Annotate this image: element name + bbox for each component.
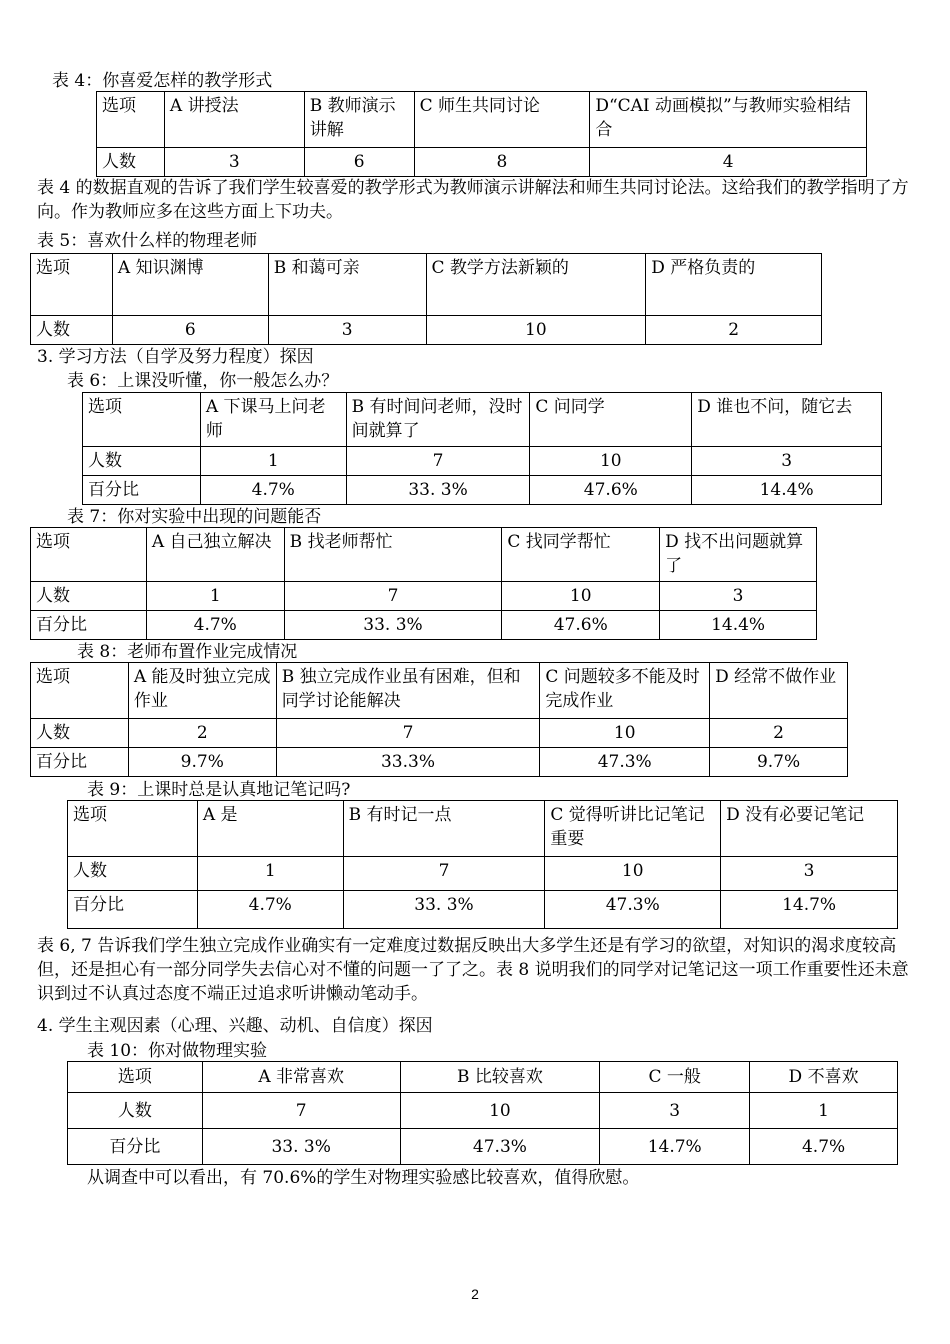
table4-count-cell: 4 (590, 148, 867, 177)
table9-row-label: 百分比 (68, 891, 198, 929)
table6-header-cell: A 下课马上问老师 (200, 393, 346, 447)
table10-count-cell: 1 (750, 1093, 898, 1129)
table9-header-cell: A 是 (197, 801, 343, 857)
table5-header-cell: A 知识渊博 (112, 254, 268, 316)
table8-count-cell: 2 (128, 719, 276, 748)
table4-header-cell: C 师生共同讨论 (414, 92, 590, 148)
table9-percent-cell: 33. 3% (343, 891, 545, 929)
table8-percent-cell: 9.7% (128, 748, 276, 777)
table8-header-cell: 选项 (31, 663, 129, 719)
table10-caption: 表 10：你对做物理实验 (87, 1041, 268, 1061)
table9 (67, 800, 898, 929)
table9-row-label: 人数 (68, 857, 198, 891)
table7-count-cell: 10 (502, 582, 660, 611)
paragraph-table10-summary: 从调查中可以看出，有 70.6%的学生对物理实验感比较喜欢，值得欣慰。 (87, 1168, 640, 1188)
table10-percent-cell: 4.7% (750, 1129, 898, 1165)
table6-count-cell: 7 (346, 447, 530, 476)
table9-count-cell: 7 (343, 857, 545, 891)
table10-row-label: 人数 (68, 1093, 203, 1129)
table7-percent-cell: 33. 3% (284, 611, 502, 640)
table10-row-label: 百分比 (68, 1129, 203, 1165)
table10-header-cell: D 不喜欢 (750, 1062, 898, 1093)
table7-count-cell: 1 (146, 582, 284, 611)
table7-caption: 表 7：你对实验中出现的问题能否 (67, 507, 322, 527)
table5-header-cell: 选项 (31, 254, 113, 316)
table7-percent-cell: 14.4% (660, 611, 817, 640)
table4-header-cell: A 讲授法 (164, 92, 304, 148)
table6-header-cell: 选项 (83, 393, 201, 447)
table8-count-cell: 10 (540, 719, 710, 748)
table7-header-cell: 选项 (31, 528, 147, 582)
table5 (30, 253, 822, 345)
table7-percent-cell: 4.7% (146, 611, 284, 640)
table6-header-cell: B 有时间问老师，没时间就算了 (346, 393, 530, 447)
table7-percent-cell: 47.6% (502, 611, 660, 640)
table9-header-cell: B 有时记一点 (343, 801, 545, 857)
table9-count-cell: 3 (721, 857, 898, 891)
table6-percent-cell: 4.7% (200, 476, 346, 505)
table5-count-cell: 6 (112, 316, 268, 345)
table8-header-cell: C 问题较多不能及时完成作业 (540, 663, 710, 719)
table6-row-label: 百分比 (83, 476, 201, 505)
table10-header-cell: C 一般 (600, 1062, 750, 1093)
table6-row-label: 人数 (83, 447, 201, 476)
table8-header-cell: B 独立完成作业虽有困难，但和同学讨论能解决 (276, 663, 540, 719)
table7-row-label: 百分比 (31, 611, 147, 640)
table5-count-cell: 3 (268, 316, 426, 345)
table4-header-cell: D“CAI 动画模拟”与教师实验相结合 (590, 92, 867, 148)
table9-percent-cell: 14.7% (721, 891, 898, 929)
table6-count-cell: 1 (200, 447, 346, 476)
table9-caption: 表 9：上课时总是认真地记笔记吗? (87, 780, 351, 800)
table7-row-label: 人数 (31, 582, 147, 611)
table6 (82, 392, 882, 505)
table7-header-cell: D 找不出问题就算了 (660, 528, 817, 582)
table5-row-label: 人数 (31, 316, 113, 345)
table8-count-cell: 2 (710, 719, 848, 748)
section-3-heading: 3. 学习方法（自学及努力程度）探因 (37, 347, 314, 367)
table10-header-cell: A 非常喜欢 (202, 1062, 400, 1093)
table9-header-cell: 选项 (68, 801, 198, 857)
table8-percent-cell: 47.3% (540, 748, 710, 777)
table4-header-cell: 选项 (97, 92, 165, 148)
table4-row-label: 人数 (97, 148, 165, 177)
table8-percent-cell: 9.7% (710, 748, 848, 777)
table4-header-cell: B 教师演示讲解 (304, 92, 414, 148)
table8-header-cell: D 经常不做作业 (710, 663, 848, 719)
table4 (96, 91, 867, 177)
table9-header-cell: C 觉得听讲比记笔记重要 (545, 801, 721, 857)
table6-percent-cell: 33. 3% (346, 476, 530, 505)
table10-count-cell: 10 (400, 1093, 600, 1129)
table6-caption: 表 6：上课没听懂，你一般怎么办？ (67, 371, 339, 391)
table4-count-cell: 3 (164, 148, 304, 177)
table9-count-cell: 1 (197, 857, 343, 891)
table10-percent-cell: 33. 3% (202, 1129, 400, 1165)
table8 (30, 662, 848, 777)
table9-percent-cell: 47.3% (545, 891, 721, 929)
table8-row-label: 百分比 (31, 748, 129, 777)
table8-header-cell: A 能及时独立完成作业 (128, 663, 276, 719)
table6-count-cell: 3 (692, 447, 882, 476)
table6-header-cell: D 谁也不问，随它去 (692, 393, 882, 447)
table10-header-cell: 选项 (68, 1062, 203, 1093)
table7 (30, 527, 817, 640)
table4-count-cell: 8 (414, 148, 590, 177)
table8-row-label: 人数 (31, 719, 129, 748)
section-4-heading: 4. 学生主观因素（心理、兴趣、动机、自信度）探因 (37, 1016, 433, 1036)
table4-caption: 表 4：你喜爱怎样的教学形式 (52, 71, 273, 91)
table7-header-cell: C 找同学帮忙 (502, 528, 660, 582)
table8-count-cell: 7 (276, 719, 540, 748)
table9-header-cell: D 没有必要记笔记 (721, 801, 898, 857)
table10-header-cell: B 比较喜欢 (400, 1062, 600, 1093)
table10-percent-cell: 47.3% (400, 1129, 600, 1165)
table7-count-cell: 7 (284, 582, 502, 611)
table7-header-cell: A 自己独立解决 (146, 528, 284, 582)
table5-header-cell: D 严格负责的 (646, 254, 822, 316)
table5-header-cell: C 教学方法新颖的 (426, 254, 646, 316)
table8-percent-cell: 33.3% (276, 748, 540, 777)
table5-caption: 表 5：喜欢什么样的物理老师 (37, 231, 258, 251)
table5-count-cell: 2 (646, 316, 822, 345)
table6-percent-cell: 47.6% (530, 476, 692, 505)
table7-count-cell: 3 (660, 582, 817, 611)
paragraph-tables-6-7-8-summary: 表 6, 7 告诉我们学生独立完成作业确实有一定难度过数据反映出大多学生还是有学习的欲望，对知识的渴求度较高但，还是担心有一部分同学失去信心对不懂的问题一了了之。表 8 说明我们的同学对记笔记这一项工作重要性还未意识到过不认真过态度不端正过追求听讲懒动笔动手。 (37, 936, 909, 1004)
paragraph-table4-summary: 表 4 的数据直观的告诉了我们学生较喜爱的教学形式为教师演示讲解法和师生共同讨论法。这给我们的教学指明了方向。作为教师应多在这些方面上下功夫。 (37, 178, 909, 222)
table6-count-cell: 10 (530, 447, 692, 476)
table5-count-cell: 10 (426, 316, 646, 345)
table10-count-cell: 7 (202, 1093, 400, 1129)
table9-count-cell: 10 (545, 857, 721, 891)
page-number: 2 (471, 1286, 479, 1302)
table9-percent-cell: 4.7% (197, 891, 343, 929)
table5-header-cell: B 和蔼可亲 (268, 254, 426, 316)
table8-caption: 表 8：老师布置作业完成情况 (77, 642, 298, 662)
table6-percent-cell: 14.4% (692, 476, 882, 505)
table7-header-cell: B 找老师帮忙 (284, 528, 502, 582)
table10 (67, 1061, 898, 1165)
table10-percent-cell: 14.7% (600, 1129, 750, 1165)
table10-count-cell: 3 (600, 1093, 750, 1129)
table6-header-cell: C 问同学 (530, 393, 692, 447)
table4-count-cell: 6 (304, 148, 414, 177)
